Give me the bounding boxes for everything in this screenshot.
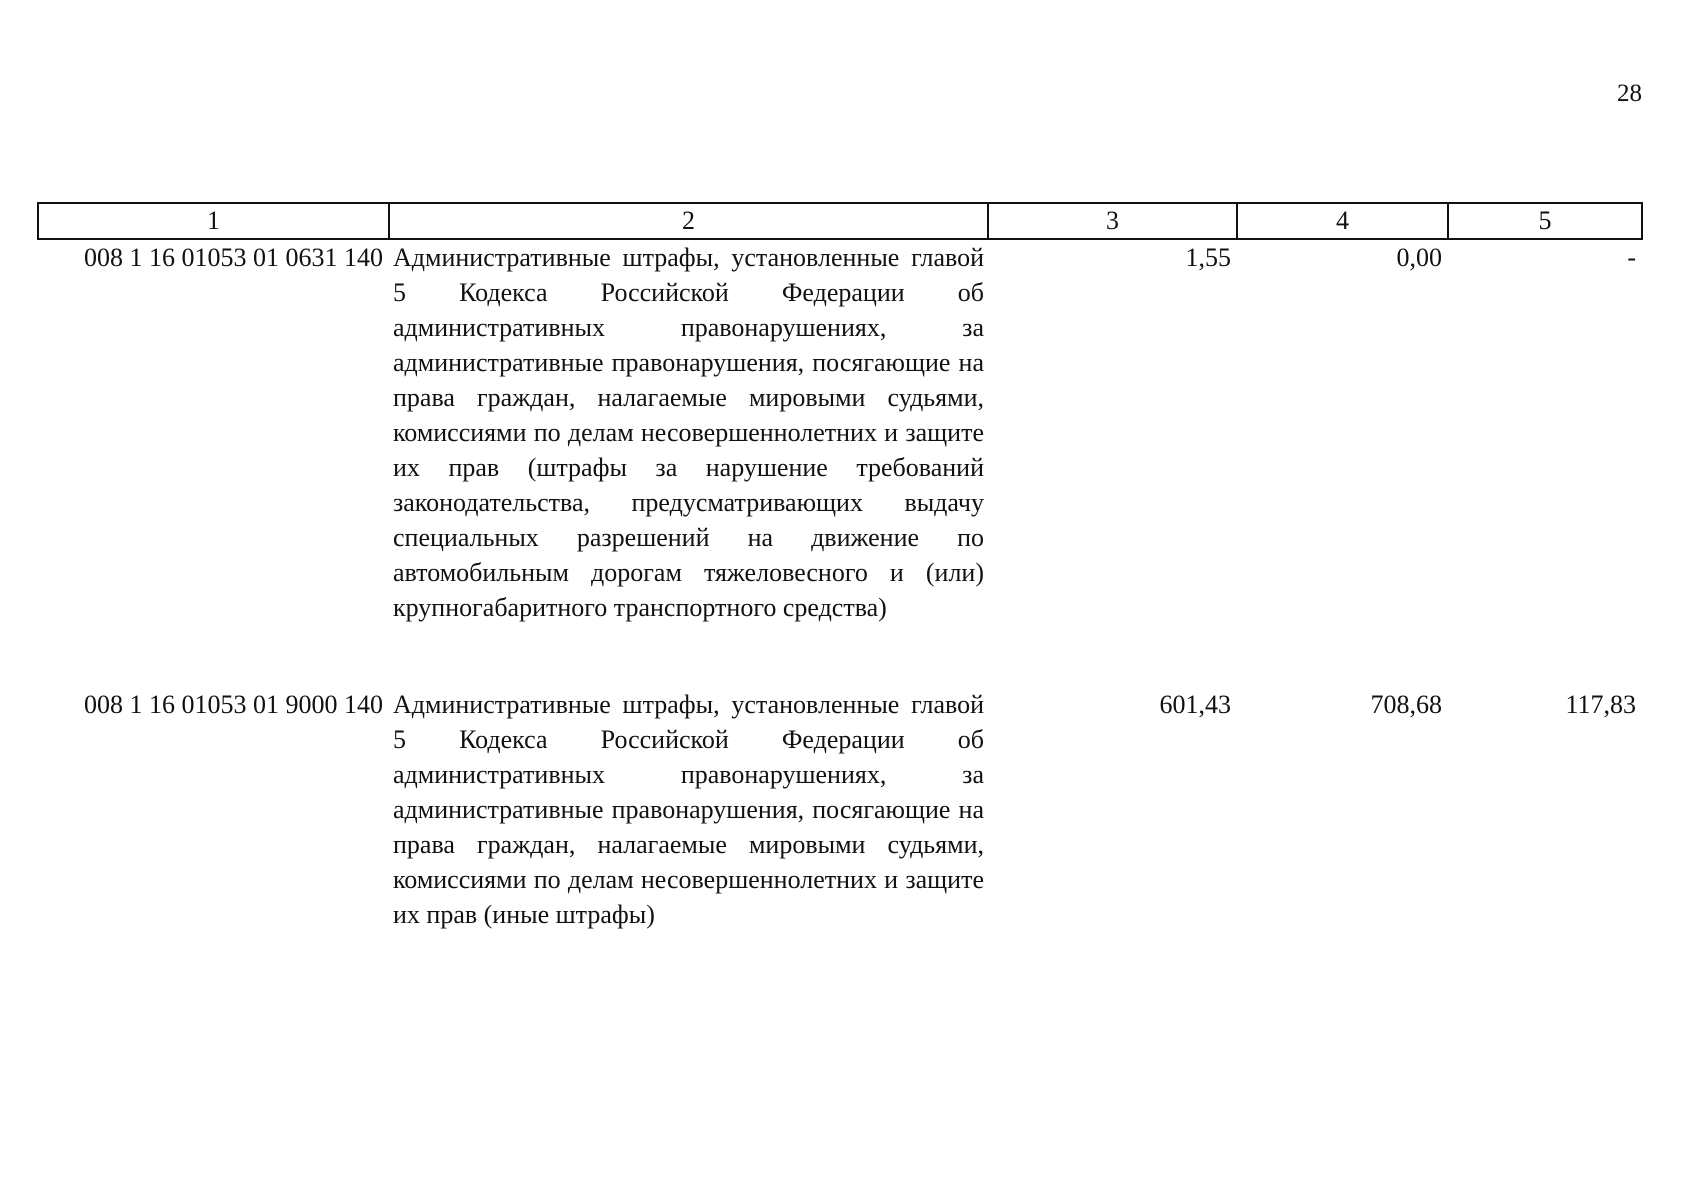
- value-col-4: 0,00: [1396, 243, 1442, 272]
- header-row: [38, 203, 1642, 239]
- header-col-3: 3: [988, 203, 1237, 239]
- header-col-4: 4: [1237, 203, 1448, 239]
- header-col-2: 2: [389, 203, 988, 239]
- income-description: Административные штрафы, установленные главой 5 Кодекса Российской Федерации об административных правонарушениях, за административные правонарушения, посягающие на права граждан, налагаемые мировыми судьями, комиссиями по делам несовершеннолетних и защите их прав (иные штрафы): [393, 690, 984, 929]
- value-col-3: 601,43: [1159, 690, 1231, 719]
- income-description: Административные штрафы, установленные главой 5 Кодекса Российской Федерации об административных правонарушениях, за административные правонарушения, посягающие на права граждан, налагаемые мировыми судьями, комиссиями по делам несовершеннолетних и защите их прав (штрафы за нарушение требований законодательства, предусматривающих выдачу специальных разрешений на движение по автомобильным дорогам тяжеловесного и (или) крупногабаритного транспортного средства): [393, 243, 984, 622]
- header-col-5: 5: [1448, 203, 1642, 239]
- budget-code: 008 1 16 01053 01 9000 140: [84, 690, 383, 719]
- value-col-5: -: [1627, 243, 1636, 272]
- header-col-1: 1: [38, 203, 389, 239]
- table-row: [38, 687, 1642, 932]
- table-header: [38, 203, 1642, 239]
- row-spacer: [38, 625, 1642, 687]
- revenue-table: [37, 202, 1643, 932]
- value-col-4: 708,68: [1370, 690, 1442, 719]
- table-row: [38, 239, 1642, 625]
- page-number: 28: [1617, 80, 1642, 107]
- value-col-5: 117,83: [1565, 690, 1636, 719]
- value-col-3: 1,55: [1185, 243, 1231, 272]
- budget-code: 008 1 16 01053 01 0631 140: [84, 243, 383, 272]
